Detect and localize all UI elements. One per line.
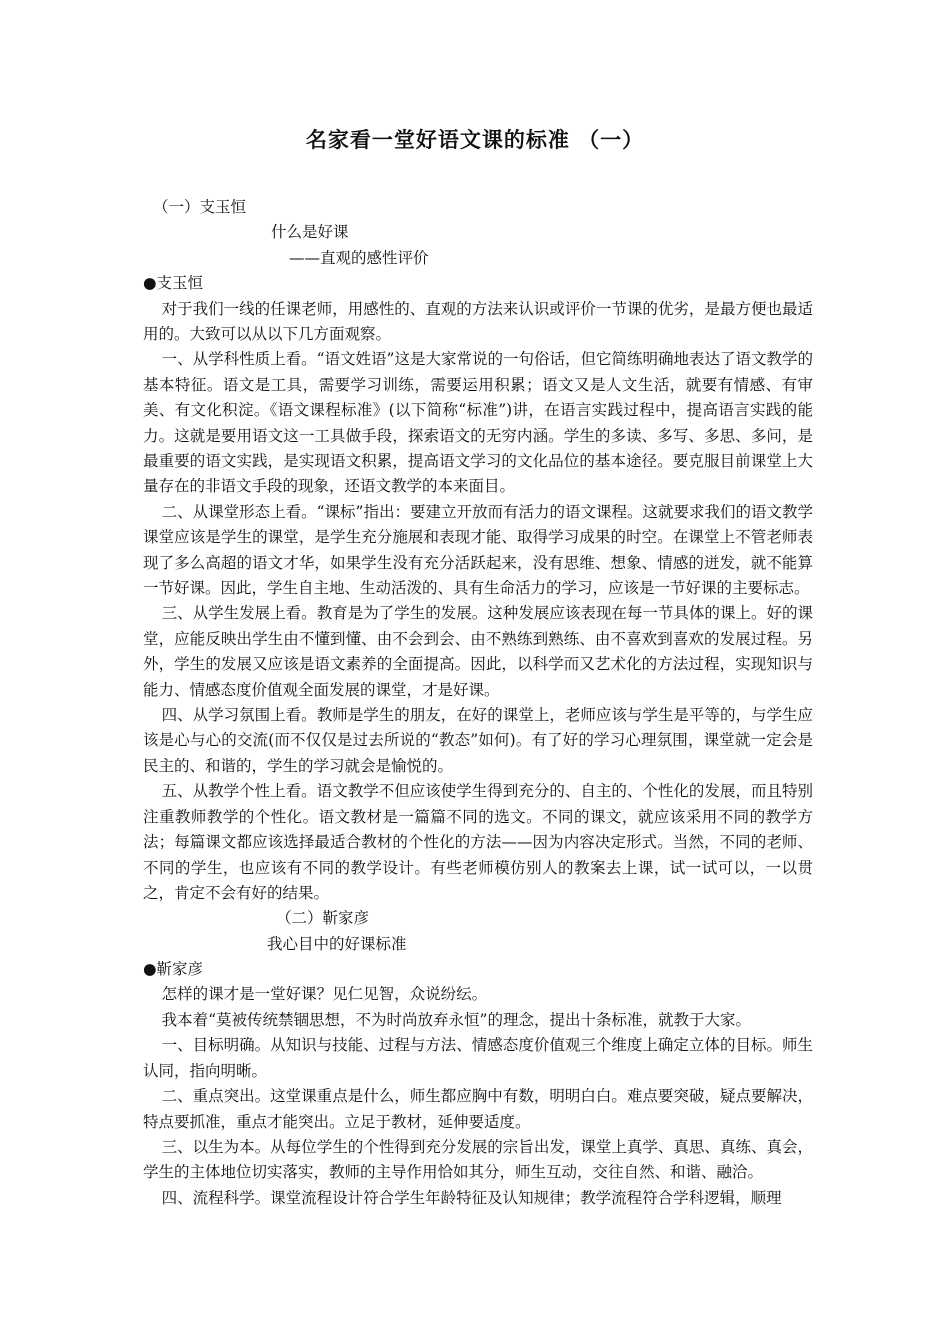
paragraph: 二、重点突出。这堂课重点是什么，师生都应胸中有数，明明白白。难点要突破，疑点要解决，特点要抓准，重点才能突出。立足于教材，延伸要适度。 [143, 1087, 813, 1131]
paragraph: 四、流程科学。课堂流程设计符合学生年龄特征及认知规律；教学流程符合学科逻辑，顺理 [161, 1188, 782, 1207]
paragraph: 二、从课堂形态上看。“课标”指出：要建立开放而有活力的语文课程。这就要求我们的语文教学课堂应该是学生的课堂，是学生充分施展和表现才能、取得学习成果的时空。在课堂上不管老师表现了多么高超的语文才华，如果学生没有充分活跃起来，没有思维、想象、情感的迸发，就不能算一节好课。因此，学生自主地、生动活泼的、具有生命活力的学习，应该是一节好课的主要标志。 [143, 502, 813, 598]
paragraph: 三、以生为本。从每位学生的个性得到充分发展的宗旨出发，课堂上真学、真思、真练、真会，学生的主体地位切实落实，教师的主导作用恰如其分，师生互动，交往自然、和谐、融洽。 [143, 1137, 813, 1182]
paragraph: 对于我们一线的任课老师，用感性的、直观的方法来认识或评价一节课的优劣，是最方便也最适用的。大致可以从以下几方面观察。 [143, 299, 813, 343]
section2-subtitle: 我心目中的好课标准 [267, 934, 407, 953]
section2-heading: （二）靳家彦 [276, 909, 370, 928]
paragraph: 三、从学生发展上看。教育是为了学生的发展。这种发展应该表现在每一节具体的课上。好的课堂，应能反映出学生由不懂到懂、由不会到会、由不熟练到熟练、由不喜欢到喜欢的发展过程。另外，学生的发展又应该是语文素养的全面提高。因此，以科学而又艺术化的方法过程，实现知识与能力、情感态度价值观全面发展的课堂，才是好课。 [143, 604, 813, 699]
paragraph: 我本着“莫被传统禁锢思想，不为时尚放弃永恒”的理念，提出十条标准，就教于大家。 [161, 1010, 751, 1029]
paragraph: 一、从学科性质上看。“语文姓语”这是大家常说的一句俗话，但它简练明确地表达了语文教学的基本特征。语文是工具，需要学习训练，需要运用积累；语文又是人文生活，就要有情感、有审美、有文化积淀。《语文课程标准》(以下简称“标准”)讲，在语言实践过程中，提高语言实践的能力。这就是要用语文这一工具做手段，探索语文的无穷内涵。学生的多读、多写、多思、多问，是最重要的语文实践，是实现语文积累，提高语文学习的文化品位的基本途径。要克服目前课堂上大量存在的非语文手段的现象，还语文教学的本来面目。 [143, 350, 813, 496]
document-title: 名家看一堂好语文课的标准 （一） [305, 127, 645, 152]
paragraph: 四、从学习氛围上看。教师是学生的朋友，在好的课堂上，老师应该与学生是平等的，与学生应该是心与心的交流(而不仅仅是过去所说的“教态”如何)。有了好的学习心理氛围，课堂就一定会是民主的、和谐的，学生的学习就会是愉悦的。 [143, 706, 813, 775]
paragraph: 五、从教学个性上看。语文教学不但应该使学生得到充分的、自主的、个性化的发展，而且特别注重教师教学的个性化。语文教材是一篇篇不同的选文。不同的课文，就应该采用不同的教学方法；每篇课文都应该选择最适合教材的个性化的方法——因为内容决定形式。当然，不同的老师、不同的学生，也应该有不同的教学设计。有些老师模仿别人的教案去上课，试一试可以，一以贯之，肯定不会有好的结果。 [143, 782, 813, 902]
section1-subsubtitle: ——直观的感性评价 [289, 248, 429, 267]
paragraph: 一、目标明确。从知识与技能、过程与方法、情感态度价值观三个维度上确定立体的目标。师生认同，指向明晰。 [143, 1036, 813, 1080]
paragraph: 怎样的课才是一堂好课？见仁见智，众说纷纭。 [161, 985, 488, 1004]
section2-author: ●靳家彦 [143, 960, 204, 979]
section1-subtitle: 什么是好课 [271, 223, 349, 242]
document-body [143, 195, 813, 1211]
section1-heading: （一）支玉恒 [153, 198, 247, 216]
section1-author: ●支玉恒 [143, 274, 204, 293]
